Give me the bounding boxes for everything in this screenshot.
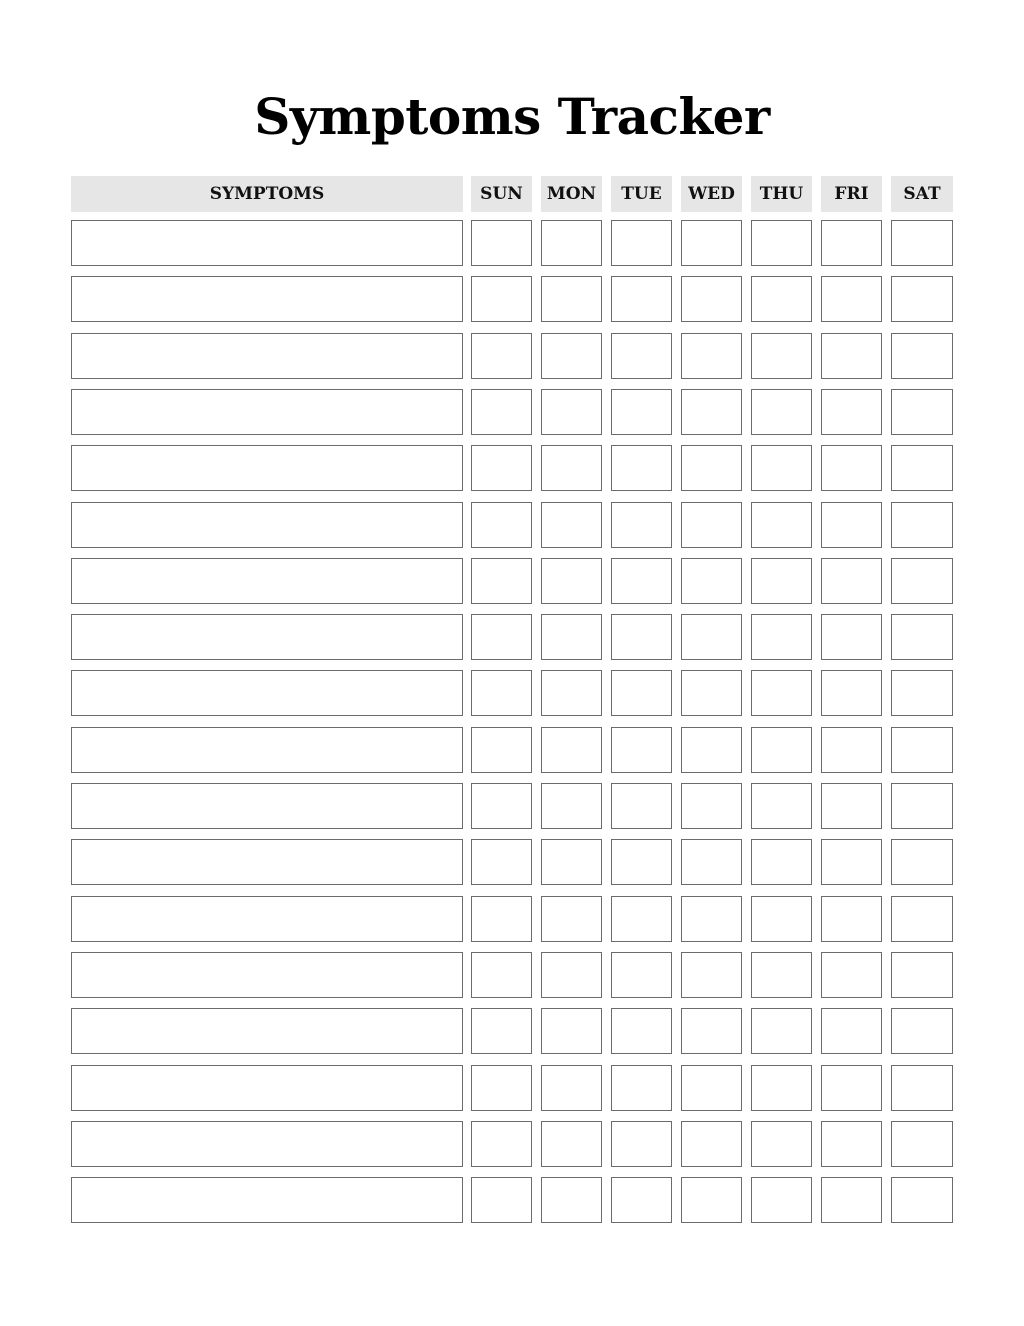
symptom-field[interactable] [71,839,463,885]
day-checkbox-sun[interactable] [471,220,532,266]
day-checkbox-fri[interactable] [821,220,882,266]
day-checkbox-thu[interactable] [751,839,812,885]
day-checkbox-sat[interactable] [891,389,953,435]
day-checkbox-sun[interactable] [471,1177,532,1223]
header-sat: SAT [891,176,953,212]
day-checkbox-sat[interactable] [891,1065,953,1111]
day-checkbox-fri[interactable] [821,670,882,716]
day-checkbox-sun[interactable] [471,614,532,660]
day-checkbox-tue[interactable] [611,389,672,435]
header-mon: MON [541,176,602,212]
day-checkbox-sun[interactable] [471,783,532,829]
day-checkbox-thu[interactable] [751,896,812,942]
day-checkbox-sat[interactable] [891,783,953,829]
day-checkbox-sat[interactable] [891,670,953,716]
symptom-field[interactable] [71,1065,463,1111]
day-checkbox-sat[interactable] [891,220,953,266]
day-checkbox-sun[interactable] [471,502,532,548]
day-checkbox-fri[interactable] [821,1065,882,1111]
day-checkbox-fri[interactable] [821,783,882,829]
day-checkbox-mon[interactable] [541,952,602,998]
day-checkbox-sat[interactable] [891,1177,953,1223]
day-checkbox-mon[interactable] [541,1121,602,1167]
day-checkbox-mon[interactable] [541,1065,602,1111]
day-checkbox-fri[interactable] [821,558,882,604]
symptom-field[interactable] [71,727,463,773]
day-checkbox-sat[interactable] [891,1121,953,1167]
day-checkbox-mon[interactable] [541,1177,602,1223]
day-checkbox-tue[interactable] [611,783,672,829]
day-checkbox-tue[interactable] [611,1008,672,1054]
symptom-field[interactable] [71,1177,463,1223]
day-checkbox-tue[interactable] [611,220,672,266]
day-checkbox-tue[interactable] [611,839,672,885]
day-checkbox-wed[interactable] [681,1008,742,1054]
day-checkbox-thu[interactable] [751,1008,812,1054]
day-checkbox-sat[interactable] [891,727,953,773]
day-checkbox-wed[interactable] [681,839,742,885]
day-checkbox-thu[interactable] [751,220,812,266]
day-checkbox-tue[interactable] [611,1177,672,1223]
day-checkbox-fri[interactable] [821,1121,882,1167]
day-checkbox-fri[interactable] [821,952,882,998]
day-checkbox-mon[interactable] [541,502,602,548]
day-checkbox-mon[interactable] [541,389,602,435]
day-checkbox-fri[interactable] [821,445,882,491]
day-checkbox-fri[interactable] [821,727,882,773]
day-checkbox-sun[interactable] [471,558,532,604]
day-checkbox-fri[interactable] [821,839,882,885]
day-checkbox-mon[interactable] [541,445,602,491]
day-checkbox-mon[interactable] [541,670,602,716]
day-checkbox-wed[interactable] [681,276,742,322]
day-checkbox-sat[interactable] [891,445,953,491]
day-checkbox-fri[interactable] [821,1177,882,1223]
day-checkbox-thu[interactable] [751,1177,812,1223]
day-checkbox-fri[interactable] [821,389,882,435]
day-checkbox-sun[interactable] [471,727,532,773]
day-checkbox-mon[interactable] [541,558,602,604]
day-checkbox-tue[interactable] [611,1121,672,1167]
day-checkbox-sun[interactable] [471,389,532,435]
day-checkbox-sat[interactable] [891,1008,953,1054]
header-symptoms: SYMPTOMS [71,176,463,212]
day-checkbox-mon[interactable] [541,614,602,660]
day-checkbox-fri[interactable] [821,333,882,379]
day-checkbox-fri[interactable] [821,276,882,322]
day-checkbox-sat[interactable] [891,952,953,998]
day-checkbox-tue[interactable] [611,670,672,716]
symptom-field[interactable] [71,952,463,998]
day-checkbox-mon[interactable] [541,1008,602,1054]
day-checkbox-mon[interactable] [541,839,602,885]
day-checkbox-tue[interactable] [611,333,672,379]
day-checkbox-fri[interactable] [821,896,882,942]
day-checkbox-sat[interactable] [891,896,953,942]
day-checkbox-mon[interactable] [541,220,602,266]
header-wed: WED [681,176,742,212]
day-checkbox-sat[interactable] [891,839,953,885]
day-checkbox-mon[interactable] [541,783,602,829]
day-checkbox-sat[interactable] [891,333,953,379]
day-checkbox-wed[interactable] [681,727,742,773]
symptom-field[interactable] [71,333,463,379]
day-checkbox-wed[interactable] [681,333,742,379]
day-checkbox-tue[interactable] [611,727,672,773]
day-checkbox-tue[interactable] [611,558,672,604]
symptom-field[interactable] [71,389,463,435]
day-checkbox-thu[interactable] [751,333,812,379]
day-checkbox-thu[interactable] [751,276,812,322]
symptom-field[interactable] [71,276,463,322]
day-checkbox-wed[interactable] [681,389,742,435]
page-title: Symptoms Tracker [254,87,770,146]
day-checkbox-sun[interactable] [471,276,532,322]
day-checkbox-thu[interactable] [751,558,812,604]
symptom-field[interactable] [71,220,463,266]
day-checkbox-wed[interactable] [681,502,742,548]
symptom-field[interactable] [71,502,463,548]
symptom-field[interactable] [71,783,463,829]
day-checkbox-sun[interactable] [471,1065,532,1111]
day-checkbox-thu[interactable] [751,1121,812,1167]
day-checkbox-fri[interactable] [821,614,882,660]
day-checkbox-thu[interactable] [751,783,812,829]
day-checkbox-wed[interactable] [681,952,742,998]
day-checkbox-mon[interactable] [541,727,602,773]
symptom-field[interactable] [71,558,463,604]
day-checkbox-wed[interactable] [681,783,742,829]
day-checkbox-tue[interactable] [611,276,672,322]
day-checkbox-thu[interactable] [751,1065,812,1111]
day-checkbox-sun[interactable] [471,1121,532,1167]
day-checkbox-wed[interactable] [681,896,742,942]
day-checkbox-sun[interactable] [471,445,532,491]
day-checkbox-mon[interactable] [541,333,602,379]
day-checkbox-wed[interactable] [681,220,742,266]
day-checkbox-thu[interactable] [751,445,812,491]
symptom-field[interactable] [71,1121,463,1167]
day-checkbox-wed[interactable] [681,1177,742,1223]
symptom-field[interactable] [71,670,463,716]
day-checkbox-thu[interactable] [751,670,812,716]
header-fri: FRI [821,176,882,212]
day-checkbox-sun[interactable] [471,1008,532,1054]
symptom-field[interactable] [71,614,463,660]
day-checkbox-sat[interactable] [891,614,953,660]
symptom-field[interactable] [71,1008,463,1054]
header-sun: SUN [471,176,532,212]
day-checkbox-mon[interactable] [541,896,602,942]
day-checkbox-sat[interactable] [891,276,953,322]
symptom-field[interactable] [71,896,463,942]
day-checkbox-thu[interactable] [751,502,812,548]
day-checkbox-wed[interactable] [681,614,742,660]
day-checkbox-wed[interactable] [681,558,742,604]
day-checkbox-wed[interactable] [681,445,742,491]
day-checkbox-fri[interactable] [821,1008,882,1054]
day-checkbox-thu[interactable] [751,952,812,998]
day-checkbox-sun[interactable] [471,952,532,998]
day-checkbox-sat[interactable] [891,502,953,548]
day-checkbox-wed[interactable] [681,670,742,716]
day-checkbox-sun[interactable] [471,670,532,716]
day-checkbox-wed[interactable] [681,1065,742,1111]
day-checkbox-thu[interactable] [751,727,812,773]
day-checkbox-tue[interactable] [611,502,672,548]
header-tue: TUE [611,176,672,212]
day-checkbox-wed[interactable] [681,1121,742,1167]
day-checkbox-tue[interactable] [611,614,672,660]
day-checkbox-mon[interactable] [541,276,602,322]
day-checkbox-tue[interactable] [611,445,672,491]
day-checkbox-sun[interactable] [471,839,532,885]
day-checkbox-sun[interactable] [471,333,532,379]
symptom-field[interactable] [71,445,463,491]
day-checkbox-tue[interactable] [611,896,672,942]
day-checkbox-thu[interactable] [751,389,812,435]
day-checkbox-thu[interactable] [751,614,812,660]
day-checkbox-tue[interactable] [611,1065,672,1111]
day-checkbox-sat[interactable] [891,558,953,604]
day-checkbox-fri[interactable] [821,502,882,548]
day-checkbox-sun[interactable] [471,896,532,942]
day-checkbox-tue[interactable] [611,952,672,998]
header-thu: THU [751,176,812,212]
